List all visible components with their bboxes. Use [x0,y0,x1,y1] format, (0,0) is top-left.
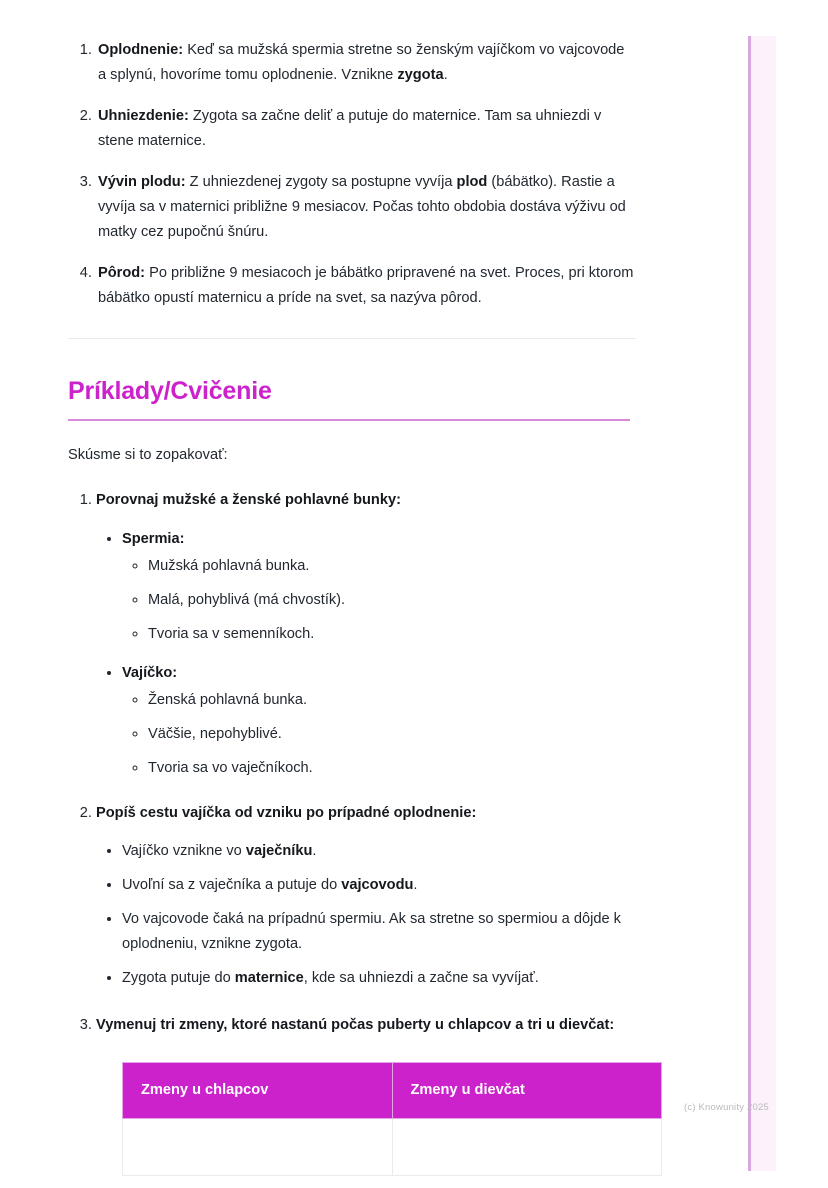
list-item [96,170,636,245]
point-text-after: . [312,842,317,859]
list-item [122,527,636,647]
process-text-after: . [443,67,448,83]
journey-points [96,839,636,991]
list-item [96,104,636,154]
process-text-before: Z uhniezdenej zygoty sa postupne vyvíja [185,174,457,190]
process-text-after: (bábätko). Rastie a vyvíja sa v maternici približne 9 mesiacov. Počas tohto obdobia dostáva výživu od matky cez pupočnú šnúru. [98,174,626,240]
table-cell[interactable] [123,1118,393,1175]
watermark-label: (c) Knowunity 2025 [684,1102,769,1113]
list-item [96,801,636,991]
list-item [122,661,636,781]
point-text-before: Zygota putuje do [122,969,235,986]
point-emphasis: vaječníku [245,842,313,859]
table-head [123,1062,662,1118]
process-term: Oplodnenie: [98,42,184,58]
document-page [68,0,636,1188]
changes-table [122,1062,662,1176]
point-emphasis: maternice [234,969,304,986]
page-title: Príklady/Cvičenie [68,377,272,405]
table-row [123,1118,662,1175]
list-item [122,966,636,991]
list-item: ◦ Malá, pohyblivá (má chvostík). [148,588,636,613]
table-header-row [123,1062,662,1118]
process-emphasis: zygota [397,67,444,83]
table-cell[interactable] [392,1118,662,1175]
compare-group-list [96,527,636,781]
process-list [68,0,636,311]
group-points [122,688,636,781]
list-item [122,873,636,898]
exercise-question: Popíš cestu vajíčka od vzniku po prípadné oplodnenie: [96,804,477,821]
changes-table-wrap [122,1062,662,1176]
list-item [96,261,636,311]
list-item [122,907,636,957]
process-term: Pôrod: [98,265,146,281]
process-text-before: Keď sa mužská spermia stretne so ženským vajíčkom vo vajcovode a splynú, hovoríme tomu oplodnenie. Vznikne [98,42,625,83]
process-text-before: Po približne 9 mesiacoch je bábätko pripravené na svet. Proces, pri ktorom bábätko opustí maternicu a príde na svet, sa nazýva pôrod. [98,265,634,306]
section-divider [68,338,636,339]
decorative-side-stripe [748,36,776,1171]
table-body [123,1118,662,1175]
exercise-question: 3. Vymenuj tri zmeny, ktoré nastanú počas puberty u chlapcov a tri u dievčat: [96,1016,615,1033]
table-column-header: Zmeny u chlapcov [123,1062,393,1118]
exercise-list [68,488,636,1176]
list-item [96,1013,636,1176]
list-item: ◦ Ženská pohlavná bunka. [148,688,636,713]
list-item [122,839,636,864]
section-lead-text: Skúsme si to zopakovať: [68,446,228,463]
group-label: Vajíčko: [122,664,178,681]
point-text-before: Vo vajcovode čaká na prípadnú spermiu. Ak sa stretne so spermiou a dôjde k oplodneniu, vznikne zygota. [122,910,621,952]
list-item: ◦ Väčšie, nepohyblivé. [148,722,636,747]
process-emphasis: plod [456,174,488,190]
process-term: Uhniezdenie: [98,108,189,124]
list-item: ◦ Tvoria sa v semenníkoch. [148,622,636,647]
group-label: Spermia: [122,530,185,547]
point-text-after: , kde sa uhniezdi a začne sa vyvíjať. [303,969,539,986]
exercise-question: Porovnaj mužské a ženské pohlavné bunky: [96,491,401,508]
process-term: Vývin plodu: [98,174,186,190]
list-item: ◦ Mužská pohlavná bunka. [148,554,636,579]
group-points [122,554,636,647]
process-text-before: Zygota sa začne deliť a putuje do maternice. Tam sa uhniezdi v stene maternice. [98,108,602,149]
point-text-before: Vajíčko vznikne vo [122,842,246,859]
point-text-after: . [413,876,418,893]
list-item [96,488,636,781]
point-text-before: Uvoľní sa z vaječníka a putuje do [122,876,342,893]
point-emphasis: vajcovodu [341,876,414,893]
table-column-header: Zmeny u dievčat [392,1062,662,1118]
list-item [96,38,636,88]
title-underline [68,419,630,421]
list-item: ◦ Tvoria sa vo vaječníkoch. [148,756,636,781]
